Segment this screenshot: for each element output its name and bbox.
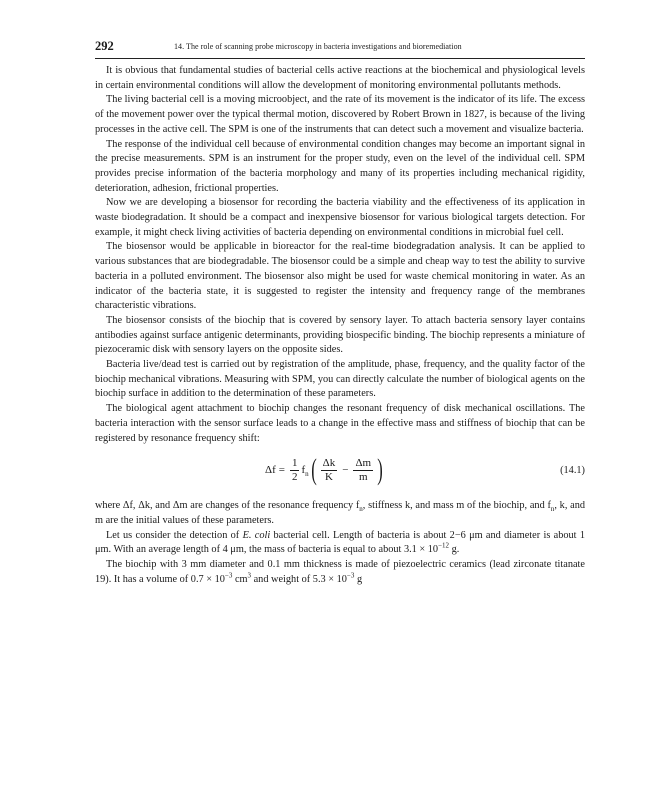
text-run: cm (232, 573, 248, 585)
text-run: g (354, 573, 363, 585)
paragraph (95, 499, 585, 528)
paragraph (95, 558, 585, 587)
superscript: −3 (346, 571, 355, 580)
eq-equals: = (278, 463, 285, 476)
eq-lhs: Δf (265, 463, 276, 476)
paragraph (95, 529, 585, 558)
paragraph: Now we are developing a biosensor for recording the bacteria viability and the effectiveness of its application in waste biodegradation. It should be a compact and inexpensive biosensor for various biological targets detection. For example, it might check living activities of bacteria depending on environmental conditions in microbial fuel cell. (95, 197, 585, 238)
paragraph: It is obvious that fundamental studies of bacterial cells active reactions at the biochemical and physiological levels in certain environmental conditions will allow the development of monitoring environmental pollutants methods. (95, 65, 585, 91)
eq-coefficient (290, 457, 300, 484)
superscript: 3 (247, 571, 252, 580)
paragraph: The biosensor would be applicable in bioreactor for the real-time biodegradation analysis. It can be applied to various substances that are biodegradable. The biosensor could be a simple and cheap way to test the ability to survive bacteria in a polluted environment. The biosensor also might be used for waste chemical monitoring in water. As an indicator of the bacteria state, it is suggested to register the intensity and frequency range of the membranes characteristic vibrations. (95, 241, 585, 312)
paragraph: The biosensor consists of the biochip that is covered by sensory layer. To attach bacteria sensory layer contains antibodies against surface antigenic determinants, providing biospecific binding. The biochip represents a miniature of piezoceramic disk with sensory layers on the opposite sides. (95, 314, 585, 356)
equation-number: (14.1) (560, 465, 585, 477)
eq-coef-den: 2 (291, 470, 298, 483)
text-run: , k, and m are the initial values of these parameters. (95, 500, 585, 526)
eq-fn (301, 463, 308, 478)
paragraph: The response of the individual cell because of environmental condition changes may become an important signal in the precise measurements. SPM is an instrument for the proper study, even on the level of the individual cell. SPM provides precise information of the bacteria morphology and many of its properties including mechanical rigidity, deterioration, adhesion, frictional properties. (95, 138, 585, 194)
subscript: n (359, 505, 363, 514)
paragraph: The biological agent attachment to biochip changes the resonant frequency of disk mechanical oscillations. The bacteria interaction with the sensor surface leads to a change in the effective mass and stiffness of biochip that can be registered by resonance frequency shift: (95, 403, 585, 444)
superscript: −12 (438, 541, 450, 550)
text-run: g. (449, 544, 460, 556)
eq-coef-num: 1 (291, 456, 298, 469)
eq-frac2-den: m (358, 470, 368, 483)
eq-frac-mass (353, 457, 373, 484)
superscript: −3 (224, 571, 233, 580)
text-run: Let us consider the detection of (106, 529, 243, 541)
page-header (95, 38, 585, 59)
species-name: E. coli (242, 529, 271, 541)
body-text (95, 64, 585, 588)
eq-frac1-den: K (324, 470, 333, 483)
text-run: where Δf, Δk, and Δm are changes of the resonance frequency f (95, 500, 360, 512)
text-run: The biochip with 3 mm diameter and 0.1 mm thickness is made of piezoelectric ceramics (lead zirconate titanate 19). It has a volume of 0.7 × 10 (95, 559, 585, 585)
eq-fn-base: f (301, 463, 306, 476)
eq-minus: − (342, 463, 349, 476)
eq-close-paren: ) (377, 453, 383, 487)
eq-frac2-num: Δm (355, 456, 372, 469)
eq-fn-sub: n (305, 470, 309, 479)
paragraph: The living bacterial cell is a moving microobject, and the rate of its movement is the indicator of its life. The excess of the movement power over the typical thermal motion, discovered by Robert Brown in 1827, is because of the living processes in the active cell. The SPM is one of the instruments that can detect such a movement and visualize bacteria. (95, 94, 585, 135)
paragraph: Bacteria live/dead test is carried out by registration of the amplitude, phase, frequency, and the quality factor of the biochip mechanical vibrations. Measuring with SPM, you can directly calculate the number of biological agents on the biochip surface in addition to the determination of these parameters. (95, 359, 585, 400)
eq-frac-stiffness (321, 457, 338, 484)
eq-open-paren: ( (310, 453, 317, 487)
text-run: bacterial cell. Length of bacteria is about 2−6 μm and diameter is about 1 μm. With an average length of 4 μm, the mass of bacteria is equal to about 3.1 × 10 (95, 529, 585, 556)
page-number: 292 (95, 39, 114, 53)
eq-frac1-num: Δk (322, 456, 336, 469)
text-run: and weight of 5.3 × 10 (251, 573, 347, 585)
text-run: , stiffness k, and mass m of the biochip, and f (362, 500, 551, 512)
running-head: 14. The role of scanning probe microscopy in bacteria investigations and bioremediation (174, 42, 462, 51)
subscript: n (550, 505, 555, 514)
equation-expression (265, 455, 385, 485)
equation-14-1 (95, 449, 585, 495)
